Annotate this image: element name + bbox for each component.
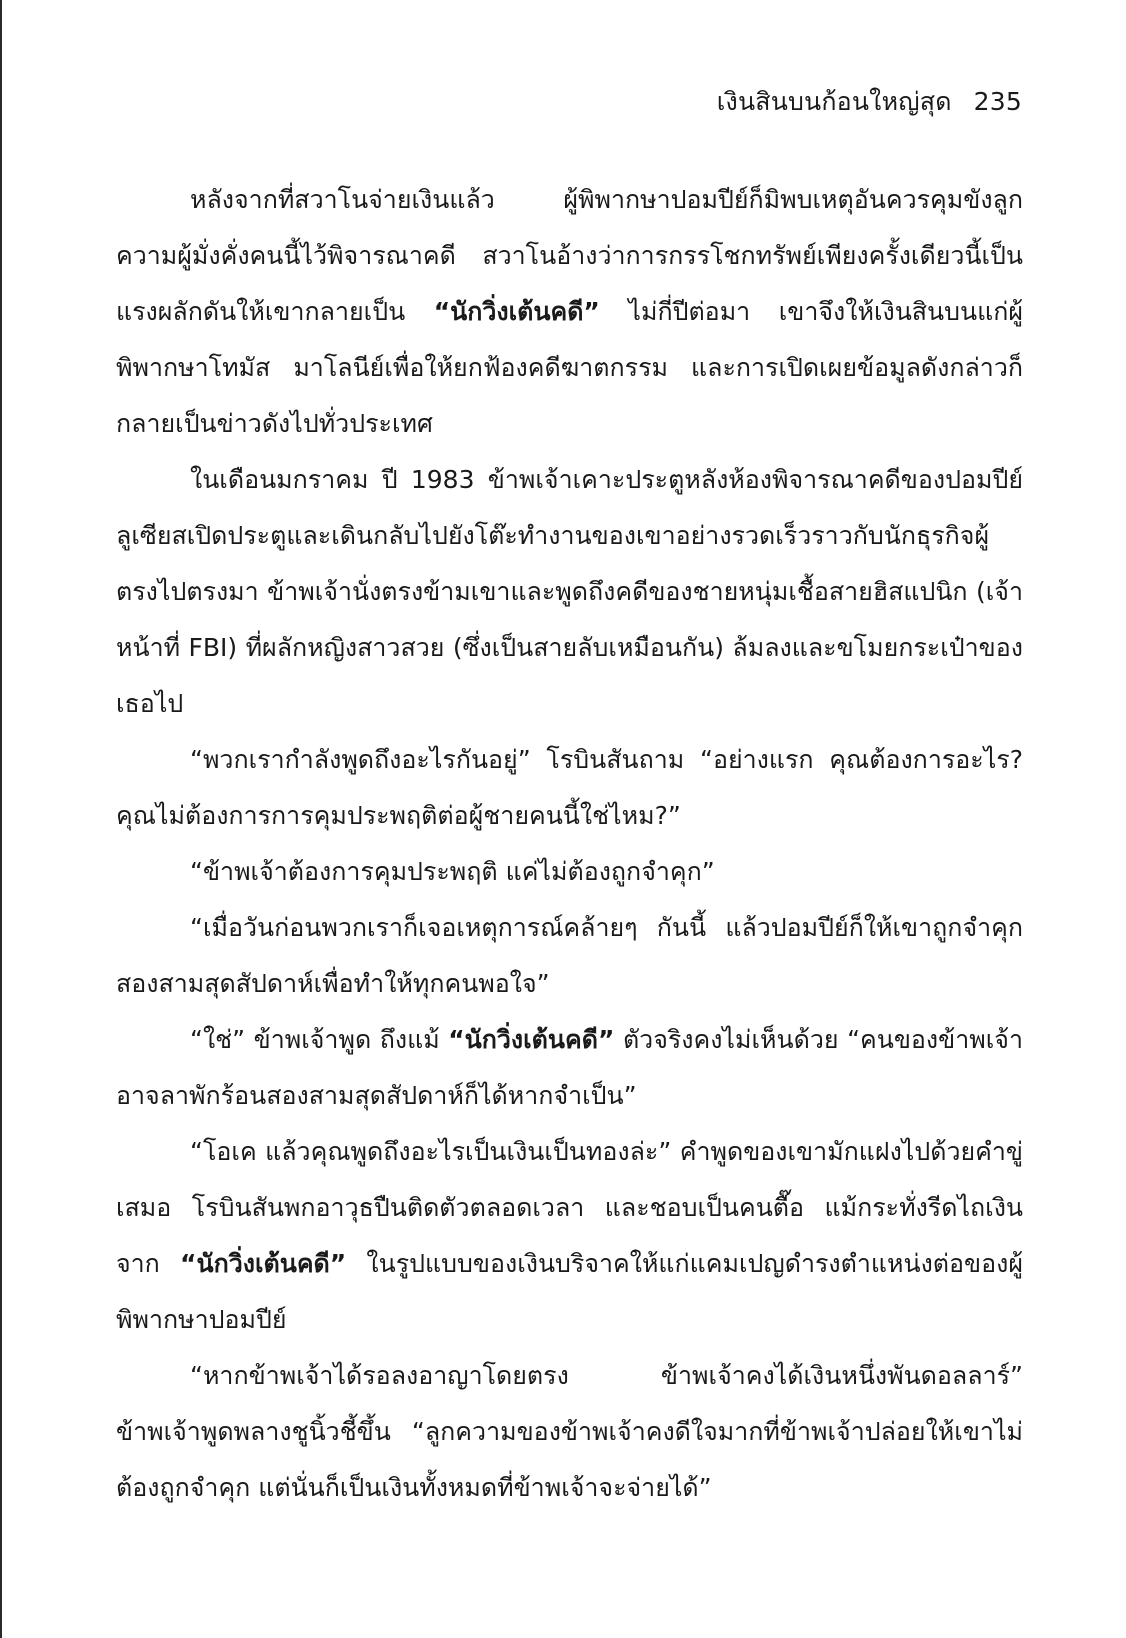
body-text [116, 172, 1023, 1516]
text-run: ในรูปแบบของเงินบริจาคให้แก่แคมเปญดำรงตำแหน่งต่อของผู้พิพากษาปอมปีย์ [116, 1249, 1023, 1334]
text-run: “หากข้าพเจ้าได้รอลงอาญาโดยตรง ข้าพเจ้าคงได้เงินหนึ่งพันดอลลาร์” ข้าพเจ้าพูดพลางชูนิ้วชี้ขึ้น “ลูกความของข้าพเจ้าคงดีใจมากที่ข้าพเจ้าปล่อยให้เขาไม่ต้องถูกจำคุก แต่นั่นก็เป็นเงินทั้งหมดที่ข้าพเจ้าจะจ่ายได้” [116, 1361, 1023, 1502]
text-run: “เมื่อวันก่อนพวกเราก็เจอเหตุการณ์คล้ายๆ กันนี้ แล้วปอมปีย์ก็ให้เขาถูกจำคุกสองสามสุดสัปดาห์เพื่อทำให้ทุกคนพอใจ” [116, 913, 1023, 998]
text-run: “โอเค แล้วคุณพูดถึงอะไรเป็นเงินเป็นทองล่ะ” คำพูดของเขามักแฝงไปด้วยคำขู่เสมอ โรบินสันพกอาวุธปืนติดตัวตลอดเวลา และชอบเป็นคนตื๊อ แม้กระทั่งรีดไถเงินจาก [116, 1137, 1023, 1278]
paragraph [116, 172, 1023, 452]
paragraph [116, 732, 1023, 844]
text-run: ในเดือนมกราคม ปี 1983 ข้าพเจ้าเคาะประตูหลังห้องพิจารณาคดีของปอมปีย์ ลูเซียสเปิดประตูและเดินกลับไปยังโต๊ะทำงานของเขาอย่างรวดเร็วราวกับนักธุรกิจผู้ตรงไปตรงมา ข้าพเจ้านั่งตรงข้ามเขาและพูดถึงคดีของชายหนุ่มเชื้อสายฮิสแปนิก (เจ้าหน้าที่ FBI) ที่ผลักหญิงสาวสวย (ซึ่งเป็นสายลับเหมือนกัน) ล้มลงและขโมยกระเป๋าของเธอไป [116, 465, 1023, 718]
emphasized-term: “นักวิ่งเต้นคดี” [448, 1025, 615, 1054]
page-number: 235 [973, 87, 1022, 116]
running-head [717, 82, 1022, 122]
text-run: หลังจากที่สวาโนจ่ายเงินแล้ว ผู้พิพากษาปอมปีย์ก็มิพบเหตุอันควรคุมขังลูกความผู้มั่งคั่งคนนี้ไว้พิจารณาคดี สวาโนอ้างว่าการกรรโชกทรัพย์เพียงครั้งเดียวนี้เป็นแรงผลักดันให้เขากลายเป็น [116, 185, 1023, 326]
text-run: “ใช่” ข้าพเจ้าพูด ถึงแม้ [190, 1025, 449, 1054]
emphasized-term: “นักวิ่งเต้นคดี” [180, 1249, 347, 1278]
paragraph [116, 452, 1023, 732]
paragraph [116, 900, 1023, 1012]
paragraph [116, 1012, 1023, 1124]
running-title: เงินสินบนก้อนใหญ่สุด [716, 87, 952, 116]
text-run: “พวกเรากำลังพูดถึงอะไรกันอยู่” โรบินสันถาม “อย่างแรก คุณต้องการอะไร? คุณไม่ต้องการการคุมประพฤติต่อผู้ชายคนนี้ใช่ไหม?” [116, 745, 1023, 830]
text-run: “ข้าพเจ้าต้องการคุมประพฤติ แค่ไม่ต้องถูกจำคุก” [190, 857, 715, 886]
paragraph [116, 844, 1023, 900]
paragraph [116, 1124, 1023, 1348]
text-run: ตัวจริงคงไม่เห็นด้วย “คนของข้าพเจ้าอาจลาพักร้อนสองสามสุดสัปดาห์ก็ได้หากจำเป็น” [116, 1025, 1023, 1110]
emphasized-term: “นักวิ่งเต้นคดี” [433, 297, 600, 326]
text-run: ไม่กี่ปีต่อมา เขาจึงให้เงินสินบนแก่ผู้พิพากษาโทมัส มาโลนีย์เพื่อให้ยกฟ้องคดีฆาตกรรม และการเปิดเผยข้อมูลดังกล่าวก็กลายเป็นข่าวดังไปทั่วประเทศ [116, 297, 1023, 438]
page-edge-rule [0, 0, 2, 1638]
paragraph [116, 1348, 1023, 1516]
